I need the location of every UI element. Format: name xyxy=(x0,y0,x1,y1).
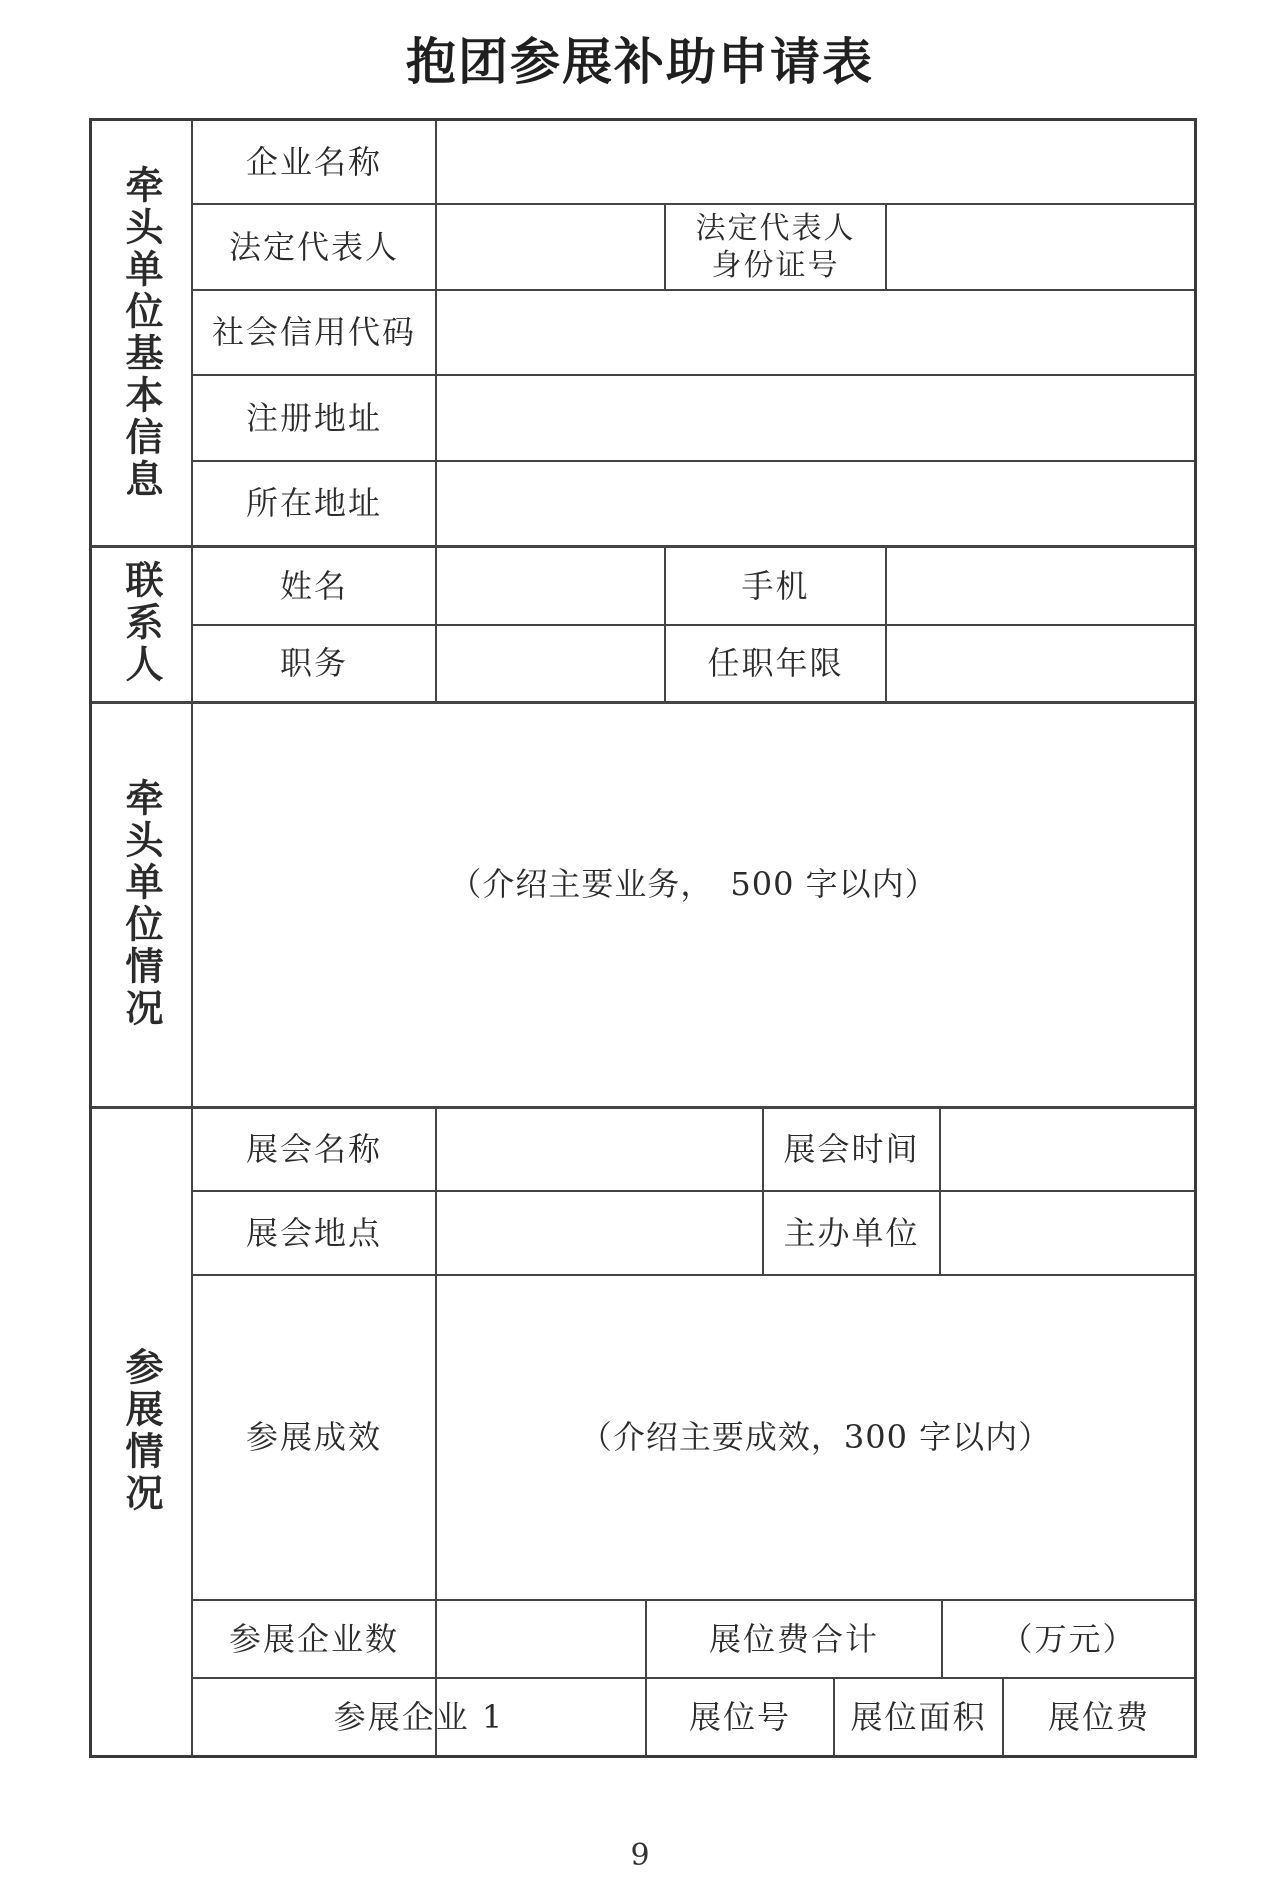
label-location: 所在地址 xyxy=(245,484,382,523)
section-label-lead-unit: 牵头单位情况 xyxy=(119,777,164,1030)
label-organizer: 主办单位 xyxy=(783,1213,920,1252)
organizer-field[interactable] xyxy=(941,1192,1194,1274)
tenure-field[interactable] xyxy=(887,626,1194,701)
company-name-field[interactable] xyxy=(437,121,1194,203)
expo-name-field[interactable] xyxy=(437,1109,762,1190)
page-number: 9 xyxy=(630,1838,650,1873)
expo-time-field[interactable] xyxy=(941,1109,1194,1190)
label-expo-name: 展会名称 xyxy=(245,1130,382,1169)
booth-total-unit-field[interactable]: （万元） xyxy=(1000,1619,1137,1658)
expo-place-field[interactable] xyxy=(437,1192,762,1274)
section-label-contact: 联系人 xyxy=(119,560,164,686)
label-name: 姓名 xyxy=(279,566,348,605)
name-field[interactable] xyxy=(437,548,664,624)
results-field[interactable]: （介绍主要成效，300 字以内） xyxy=(579,1418,1052,1457)
label-expo-place: 展会地点 xyxy=(245,1213,382,1252)
label-legal-rep-id-line1: 法定代表人 xyxy=(695,210,856,246)
label-position: 职务 xyxy=(279,644,348,683)
label-mobile: 手机 xyxy=(741,566,810,605)
section-label-basic-info: 牵头单位基本信息 xyxy=(119,165,164,501)
label-legal-rep: 法定代表人 xyxy=(228,227,399,266)
label-legal-rep-id-line2: 身份证号 xyxy=(711,248,840,283)
mobile-field[interactable] xyxy=(887,548,1194,624)
label-expo-time: 展会时间 xyxy=(783,1130,920,1169)
label-legal-rep-id xyxy=(666,205,885,289)
location-field[interactable] xyxy=(437,462,1194,545)
label-results: 参展成效 xyxy=(245,1418,382,1457)
lead-unit-description-field[interactable]: （介绍主要业务， 500 字以内） xyxy=(449,864,938,903)
label-credit-code: 社会信用代码 xyxy=(211,313,416,352)
label-company-count: 参展企业数 xyxy=(228,1619,399,1658)
label-tenure: 任职年限 xyxy=(707,644,844,683)
reg-address-field[interactable] xyxy=(437,376,1194,460)
credit-code-field[interactable] xyxy=(437,291,1194,374)
legal-rep-id-field[interactable] xyxy=(887,205,1194,289)
company-count-field[interactable] xyxy=(437,1601,645,1677)
label-booth-area: 展位面积 xyxy=(850,1697,987,1736)
section-label-exhibition: 参展情况 xyxy=(119,1346,164,1515)
label-booth-fee: 展位费 xyxy=(1047,1697,1150,1736)
page-title: 抱团参展补助申请表 xyxy=(406,32,874,91)
label-booth-total: 展位费合计 xyxy=(708,1619,879,1658)
position-field[interactable] xyxy=(437,626,664,701)
label-booth-no: 展位号 xyxy=(688,1697,791,1736)
label-reg-address: 注册地址 xyxy=(245,398,382,437)
legal-rep-field[interactable] xyxy=(437,205,664,289)
label-company-name: 企业名称 xyxy=(245,142,382,181)
application-form-table xyxy=(89,118,1197,1758)
label-company-1: 参展企业 1 xyxy=(333,1697,505,1736)
